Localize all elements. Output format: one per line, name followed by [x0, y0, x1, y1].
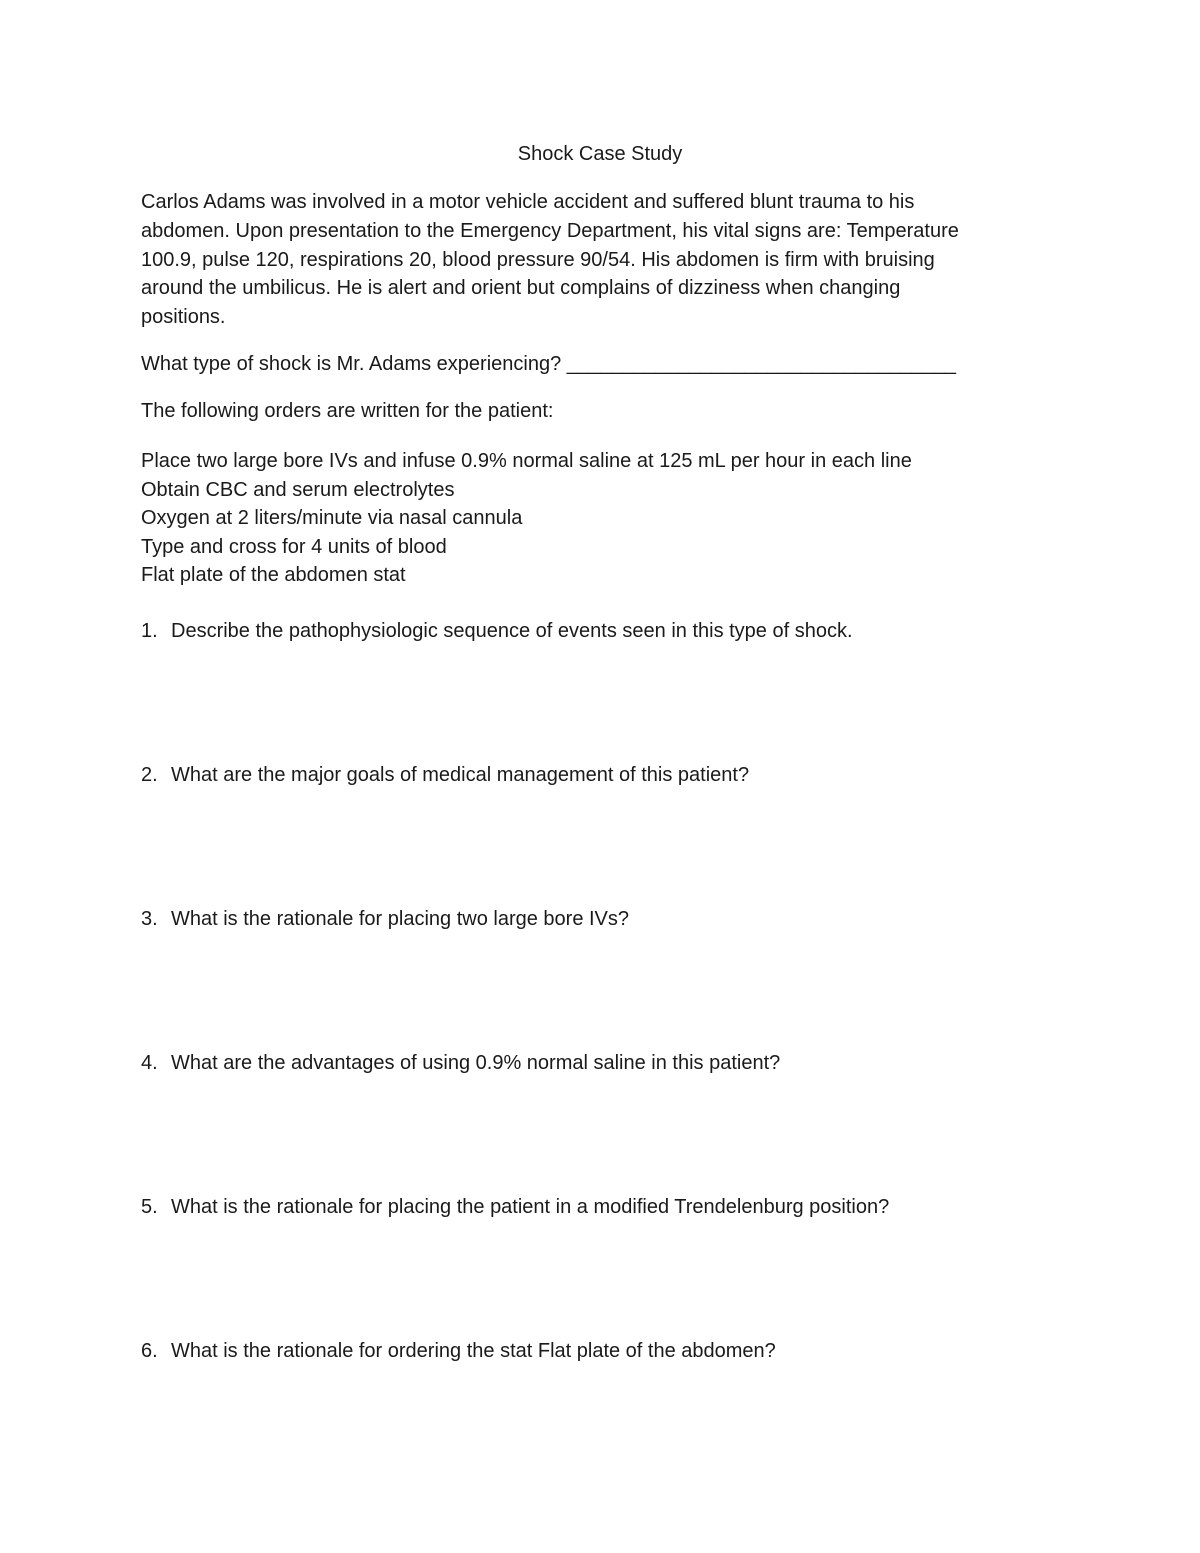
question-5 [141, 1195, 889, 1219]
case-description-line: abdomen. Upon presentation to the Emergency Department, his vital signs are: Temperature [141, 219, 959, 242]
question-number: 2. [141, 764, 158, 786]
case-description-line: 100.9, pulse 120, respirations 20, blood pressure 90/54. His abdomen is firm with bruising [141, 248, 935, 271]
question-text: What is the rationale for placing two large bore IVs? [171, 908, 630, 930]
order-item: Type and cross for 4 units of blood [141, 535, 447, 558]
shock-type-question: What type of shock is Mr. Adams experiencing? ___________________________________ [141, 353, 957, 375]
question-1 [141, 619, 853, 643]
question-4 [141, 1051, 780, 1075]
order-item: Oxygen at 2 liters/minute via nasal cannula [141, 507, 523, 530]
question-text: Describe the pathophysiologic sequence of events seen in this type of shock. [171, 620, 853, 642]
order-item: Place two large bore IVs and infuse 0.9% normal saline at 125 mL per hour in each line [141, 450, 912, 472]
question-2 [141, 763, 749, 787]
question-number: 4. [141, 1052, 158, 1074]
question-number: 3. [141, 908, 158, 930]
question-text: What are the major goals of medical management of this patient? [171, 764, 750, 786]
order-item: Obtain CBC and serum electrolytes [141, 478, 455, 501]
question-6 [141, 1339, 776, 1363]
question-text: What is the rationale for placing the patient in a modified Trendelenburg position? [171, 1196, 890, 1218]
orders-list [141, 447, 912, 590]
question-text: What is the rationale for ordering the stat Flat plate of the abdomen? [171, 1340, 776, 1362]
question-text: What are the advantages of using 0.9% normal saline in this patient? [171, 1052, 781, 1074]
case-description-line: Carlos Adams was involved in a motor vehicle accident and suffered blunt trauma to his [141, 191, 915, 213]
orders-heading: The following orders are written for the patient: [141, 400, 554, 422]
question-number: 6. [141, 1340, 158, 1362]
question-3 [141, 907, 629, 931]
question-number: 1. [141, 620, 158, 642]
case-description-line: positions. [141, 306, 226, 329]
order-item: Flat plate of the abdomen stat [141, 564, 406, 587]
case-description-line: around the umbilicus. He is alert and orient but complains of dizziness when changing [141, 277, 901, 300]
question-number: 5. [141, 1196, 158, 1218]
document-title: Shock Case Study [517, 143, 683, 165]
case-description [141, 188, 1041, 332]
